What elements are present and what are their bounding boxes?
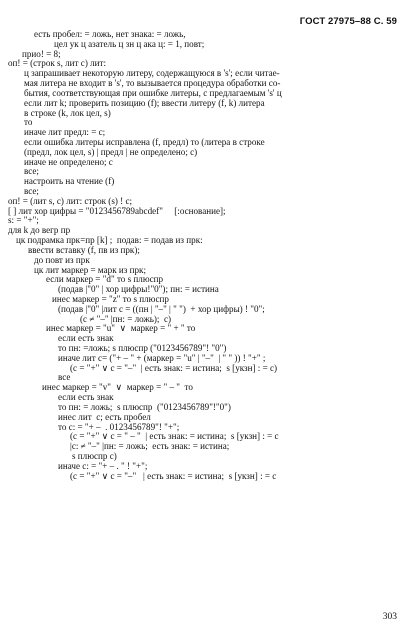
code-line: если есть знак	[58, 334, 114, 344]
code-line: инес маркер = "u" ∨ маркер = " + " то	[46, 324, 196, 334]
code-line: все;	[24, 187, 39, 196]
code-line: s: = "+";	[8, 216, 39, 226]
code-line: то	[24, 118, 33, 128]
code-line: ввести вставку (f, пв из прк);	[28, 245, 140, 255]
code-line: бытия, соответствующая при ошибке литеры, с предлагаемым 's' ц	[24, 88, 282, 98]
code-line: в строке (k, лок цел, s)	[24, 108, 111, 118]
code-listing	[8, 30, 408, 481]
code-line: есть пробел: = ложь, нет знака: = ложь,	[34, 30, 186, 39]
code-line: все;	[24, 167, 39, 177]
code-line: то пн: =ложь; s плюспр ("0123456789"! "0")	[58, 344, 227, 353]
code-line: (с = "+" ∨ с = "–" | есть знак: = истина; s [укзн] : = с)	[70, 363, 278, 373]
code-line: иначе лит с= ("+ – " + (маркер = "u" | "–" | " " )) ! "+" ;	[58, 353, 266, 363]
code-line: цел ук ц азатель ц зн ц ака ц: = 1, повт;	[54, 39, 205, 49]
code-line: прио! = 8;	[22, 49, 61, 59]
code-line: цк подрамка прк=пр [k] ; подав: = подав из прк:	[16, 236, 203, 246]
code-line: (подав |"0" | хор цифры!"0"); пн: = истина	[58, 285, 219, 295]
code-line: s плюспр с)	[72, 451, 117, 461]
code-line: инес маркер = "v" ∨ маркер = " – " то	[42, 383, 193, 393]
code-line: то с: = "+ – . 0123456789"! "+";	[58, 422, 180, 432]
code-line: если лит k; проверить позицию (f); ввести литеру (f, k) литера	[24, 98, 265, 108]
code-line: (с ≠ "–" |пн: = ложь); с)	[80, 314, 172, 324]
code-line: иначе с: = "+ – . " ! "+";	[58, 461, 148, 471]
code-line: если маркер = "d" то s плюспр	[46, 275, 164, 285]
code-line: для k до вегр пр	[8, 226, 71, 236]
code-line: (подав |"0" |лит с = ((пн | "–" | " ") + хор цифры) ! "0";	[58, 304, 265, 314]
code-line: цк лит маркер = марк из прк;	[34, 265, 146, 275]
code-line: (с = "+" ∨ с = " – " | есть знак: = истина; s [укзн] : = с	[70, 432, 279, 442]
code-line: если есть знак	[58, 393, 114, 403]
code-line: иначе лит предл: = с;	[24, 128, 106, 138]
code-line: (предл, лок цел, s) | предл | не определено; с)	[24, 147, 198, 157]
code-line: до повт из прк	[34, 255, 90, 265]
code-line: |с: ≠ "–" |пн: = ложь; есть знак: = истина;	[70, 442, 230, 452]
code-line: инес лит с; есть пробел	[58, 412, 151, 422]
code-line: ц запрашивает некоторую литеру, содержащуюся в 's'; если читае-	[24, 69, 280, 79]
code-line: иначе не определено; с	[24, 157, 113, 167]
page-header: ГОСТ 27975–88 С. 59	[299, 16, 397, 27]
code-line: если ошибка литеры исправлена (f, предл) то (литера в строке	[24, 137, 265, 147]
code-line: [ ] лит хор цифры = "0123456789abcdef" [:основание];	[8, 206, 226, 216]
page-number: 303	[382, 612, 397, 622]
code-line: оп! = (лит s, с) лит: строк (s) ! с;	[8, 196, 133, 206]
code-line: оп! = (строк s, лит с) лит:	[8, 59, 107, 69]
code-line: настроить на чтение (f)	[24, 177, 115, 187]
code-line: инес маркер = "z" то s плюспр	[52, 294, 169, 304]
code-line: (с = "+" ∨ с = "–" | есть знак: = истина; s [укзн] : = с	[70, 471, 277, 481]
code-line: то пн: = ложь; s плюспр ("0123456789"!"0")	[58, 402, 231, 412]
code-line: мая литера не входит в 's', то вызывается процедура обработки со-	[24, 79, 281, 89]
code-line: все	[58, 373, 71, 383]
